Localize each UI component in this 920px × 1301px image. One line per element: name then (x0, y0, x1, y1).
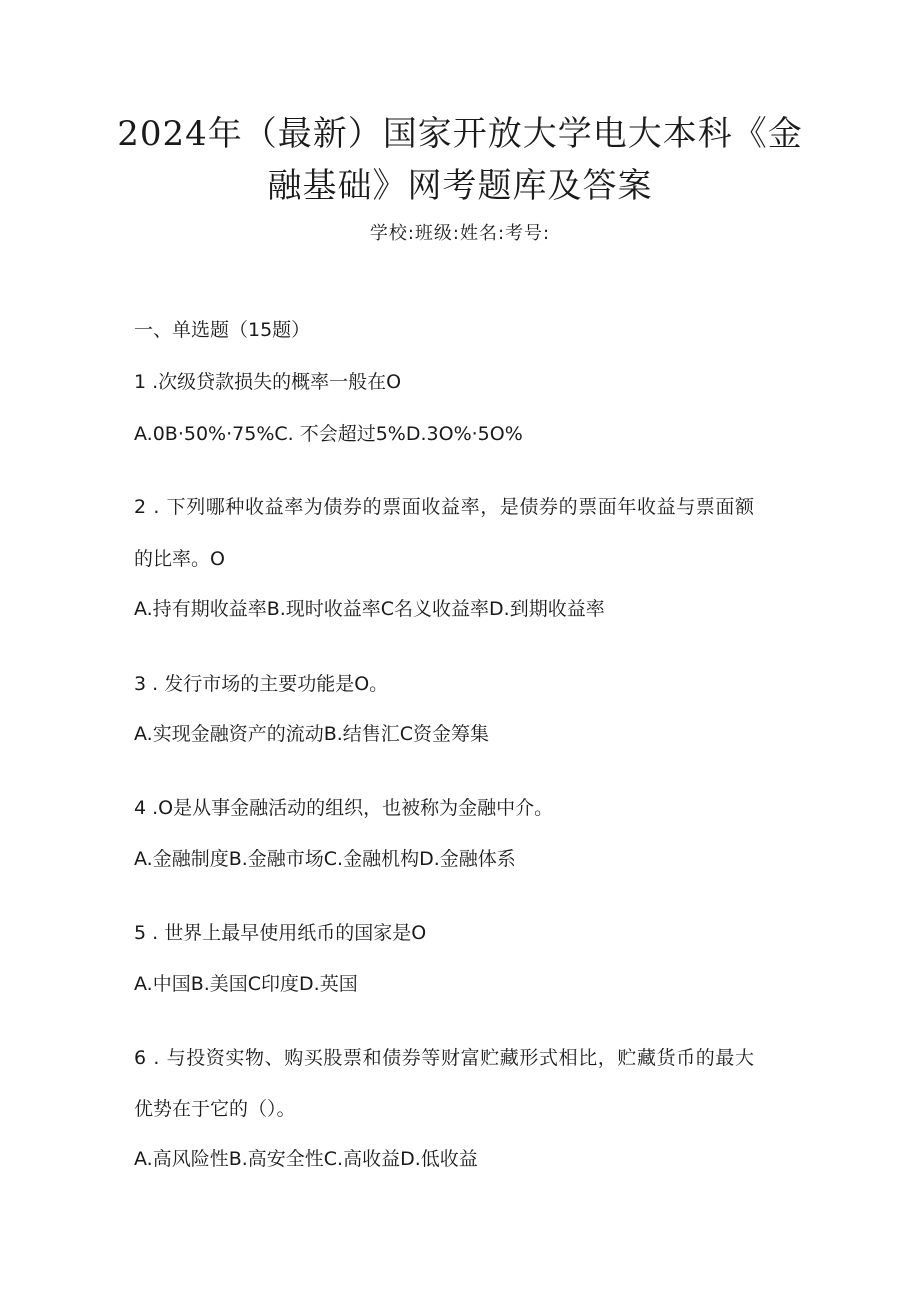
student-info-line: 学校:班级:姓名:考号: (369, 223, 551, 244)
question-3-stem: 3 . 发行市场的主要功能是O。 (134, 673, 389, 695)
question-2-stem-line-1: 2 . 下列哪种收益率为债券的票面收益率，是债券的票面年收益与票面额 (134, 496, 755, 518)
question-1-options: A.0B·50%·75%C. 不会超过5%D.3O%·5O% (134, 423, 523, 445)
section-heading: 一、单选题（15题） (134, 319, 311, 341)
question-2-options: A.持有期收益率B.现时收益率C名义收益率D.到期收益率 (134, 598, 605, 620)
question-5-options: A.中国B.美国C印度D.英国 (134, 973, 358, 995)
title-line-2: 融基础》网考题库及答案 (267, 166, 653, 206)
question-5-stem: 5 . 世界上最早使用纸币的国家是O (134, 922, 427, 944)
question-4-options: A.金融制度B.金融市场C.金融机构D.金融体系 (134, 848, 516, 870)
question-6-stem-line-2: 优势在于它的（）。 (134, 1098, 296, 1120)
question-1-stem: 1 .次级贷款损失的概率一般在O (134, 371, 402, 393)
question-6-options: A.高风险性B.高安全性C.高收益D.低收益 (134, 1148, 478, 1170)
question-4-stem: 4 .O是从事金融活动的组织，也被称为金融中介。 (134, 797, 554, 819)
question-3-options: A.实现金融资产的流动B.结售汇C资金筹集 (134, 723, 490, 745)
title-line-1: 2024年（最新）国家开放大学电大本科《金 (117, 114, 803, 154)
question-2-stem-line-2: 的比率。O (134, 548, 225, 570)
question-6-stem-line-1: 6 . 与投资实物、购买股票和债券等财富贮藏形式相比，贮藏货币的最大 (134, 1047, 755, 1069)
document-title (110, 108, 810, 212)
